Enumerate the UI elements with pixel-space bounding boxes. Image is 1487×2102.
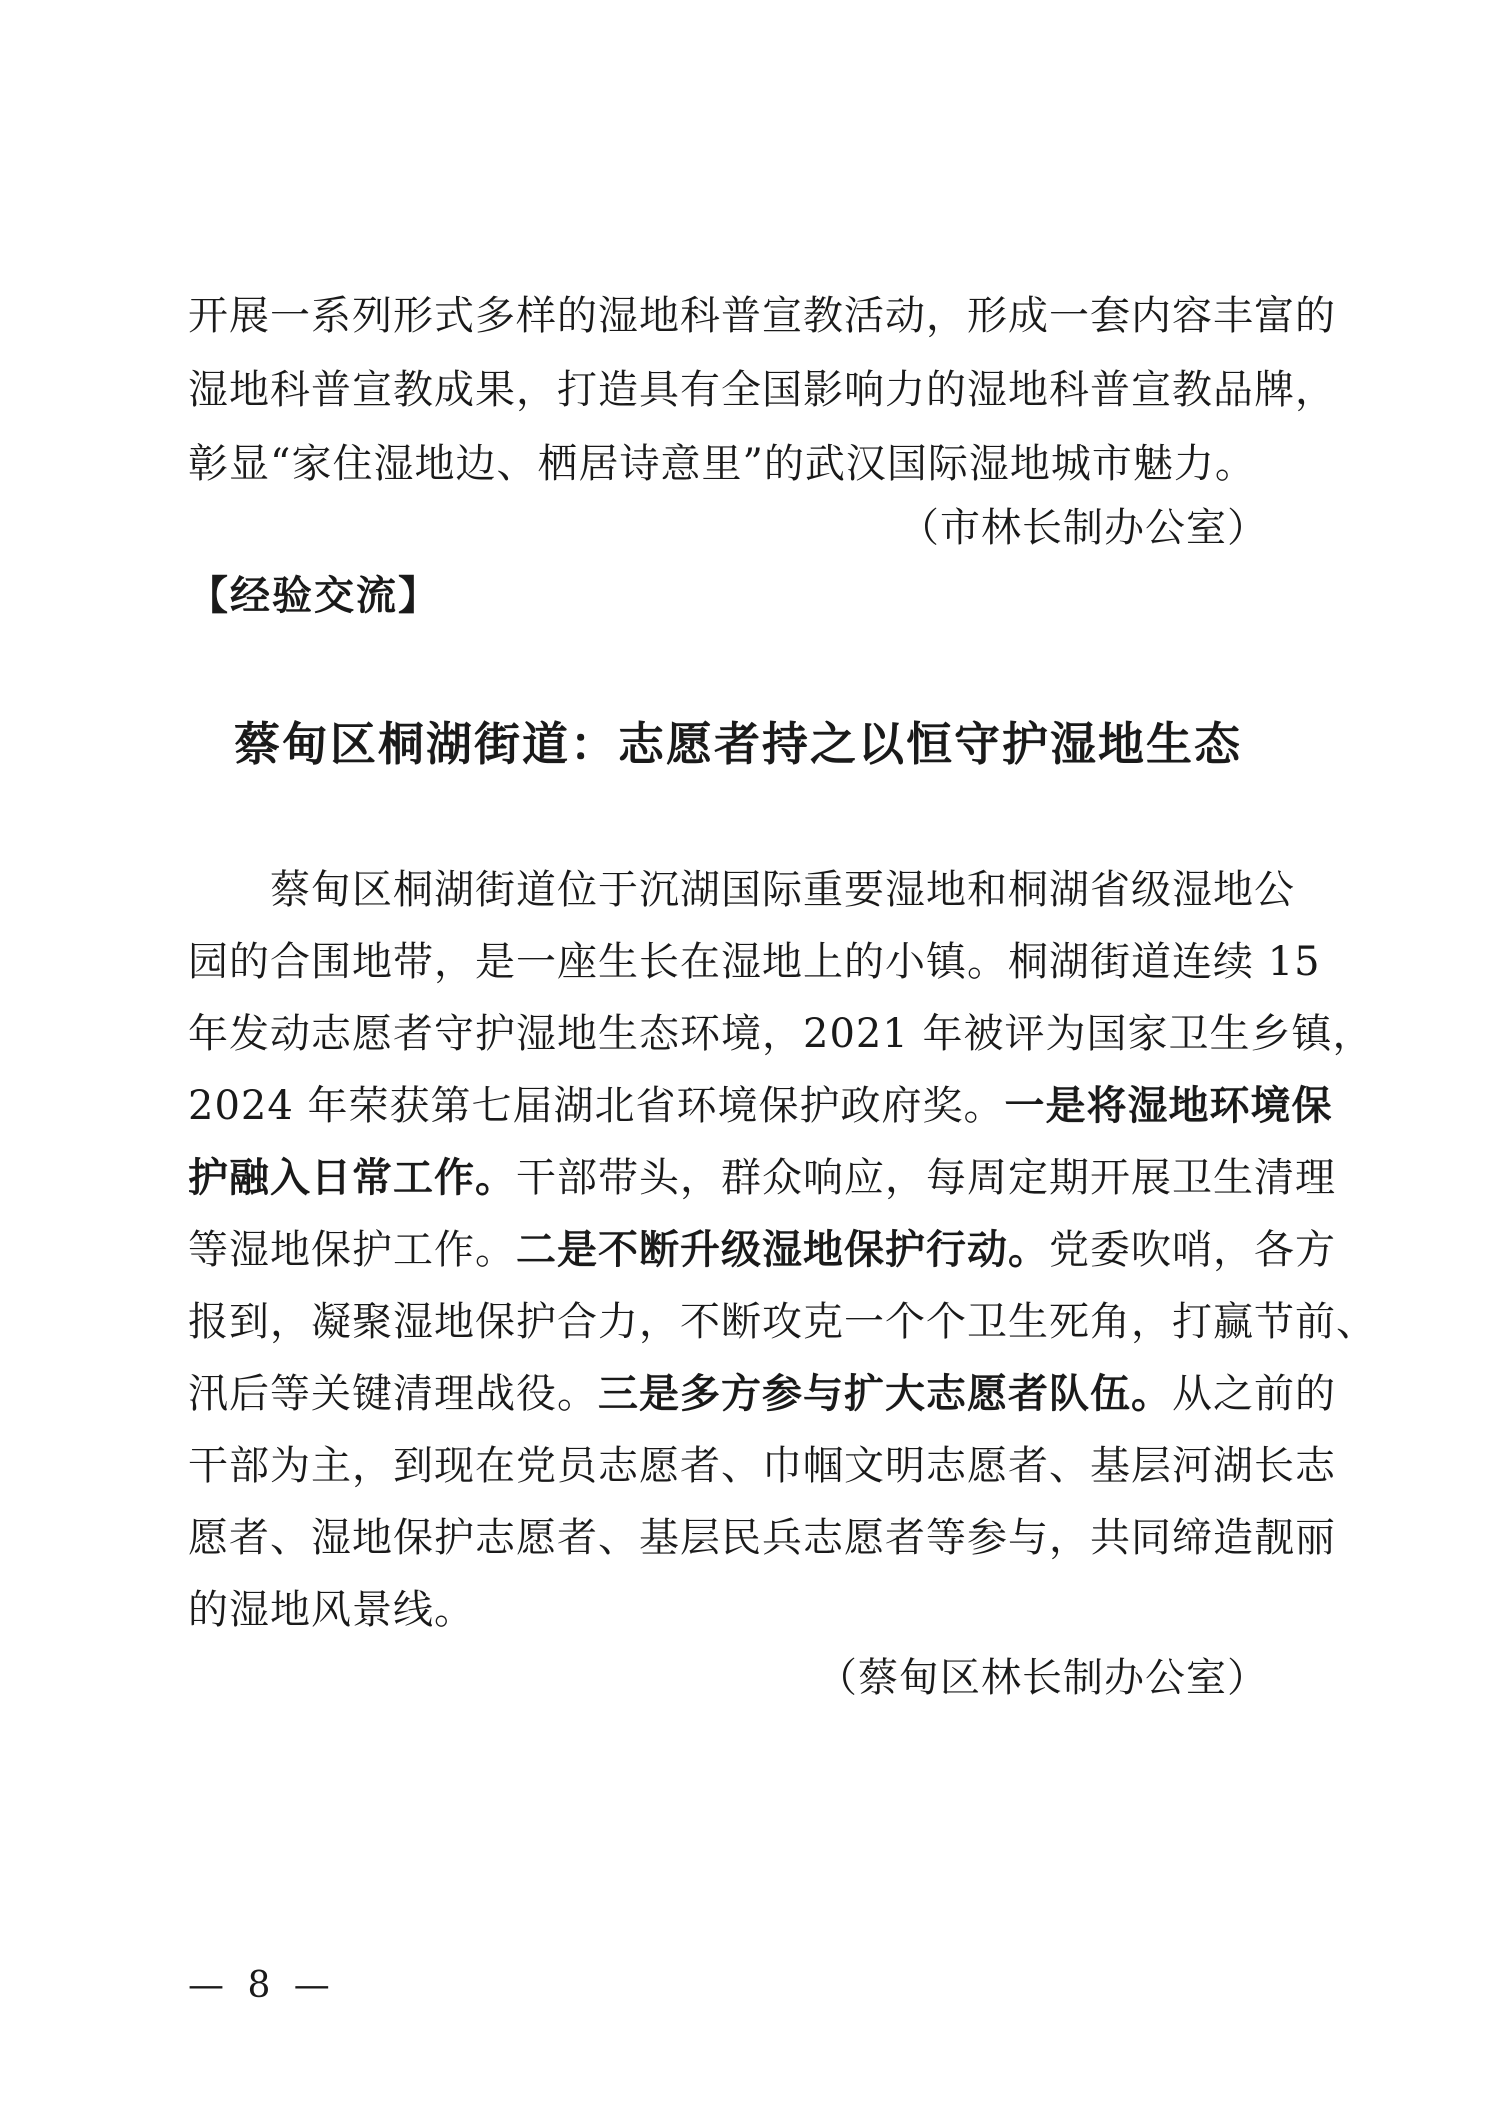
article-line-6-plain: 等湿地保护工作。	[188, 1227, 516, 1273]
article-line-6-emphasis: 二是不断升级湿地保护行动。	[516, 1226, 1049, 1273]
article-line-5	[188, 1150, 1336, 1206]
intro-line-1: 开展一系列形式多样的湿地科普宣教活动，形成一套内容丰富的	[188, 293, 1336, 339]
article-line-11: 的湿地风景线。	[188, 1587, 475, 1633]
article-line-4-emphasis: 一是将湿地环境保	[1004, 1082, 1333, 1129]
article-line-8-plain: 汛后等关键清理战役。	[188, 1371, 598, 1417]
article-source: （蔡甸区林长制办公室）	[817, 1655, 1268, 1701]
article-line-10: 愿者、湿地保护志愿者、基层民兵志愿者等参与，共同缔造靓丽	[188, 1515, 1336, 1561]
article-line-8	[188, 1366, 1336, 1422]
article-line-9: 干部为主，到现在党员志愿者、巾帼文明志愿者、基层河湖长志	[188, 1443, 1336, 1489]
article-line-7: 报到，凝聚湿地保护合力，不断攻克一个个卫生死角，打赢节前、	[188, 1299, 1377, 1345]
article-line-8-emphasis: 三是多方参与扩大志愿者队伍。	[598, 1370, 1172, 1417]
article-title: 蔡甸区桐湖街道：志愿者持之以恒守护湿地生态	[234, 717, 1242, 771]
intro-line-3: 彰显“家住湿地边、栖居诗意里”的武汉国际湿地城市魅力。	[188, 441, 1256, 487]
article-line-8-tail: 从之前的	[1172, 1371, 1336, 1417]
intro-source: （市林长制办公室）	[899, 505, 1268, 551]
article-line-5-plain: 干部带头，群众响应，每周定期开展卫生清理	[516, 1155, 1336, 1201]
section-tag: 【经验交流】	[188, 572, 440, 619]
article-line-1: 蔡甸区桐湖街道位于沉湖国际重要湿地和桐湖省级湿地公	[188, 867, 1295, 913]
page-number: — 8 —	[188, 1965, 336, 2006]
intro-line-2: 湿地科普宣教成果，打造具有全国影响力的湿地科普宣教品牌，	[188, 367, 1336, 413]
article-line-3: 年发动志愿者守护湿地生态环境，2021 年被评为国家卫生乡镇，	[188, 1011, 1374, 1057]
article-line-6	[188, 1222, 1336, 1278]
article-line-5-emphasis: 护融入日常工作。	[188, 1154, 516, 1201]
article-line-4	[188, 1078, 1333, 1134]
article-line-4-plain: 2024 年荣获第七届湖北省环境保护政府奖。	[188, 1083, 1005, 1129]
article-line-2: 园的合围地带，是一座生长在湿地上的小镇。桐湖街道连续 15	[188, 939, 1321, 985]
article-line-6-tail: 党委吹哨，各方	[1049, 1227, 1336, 1273]
